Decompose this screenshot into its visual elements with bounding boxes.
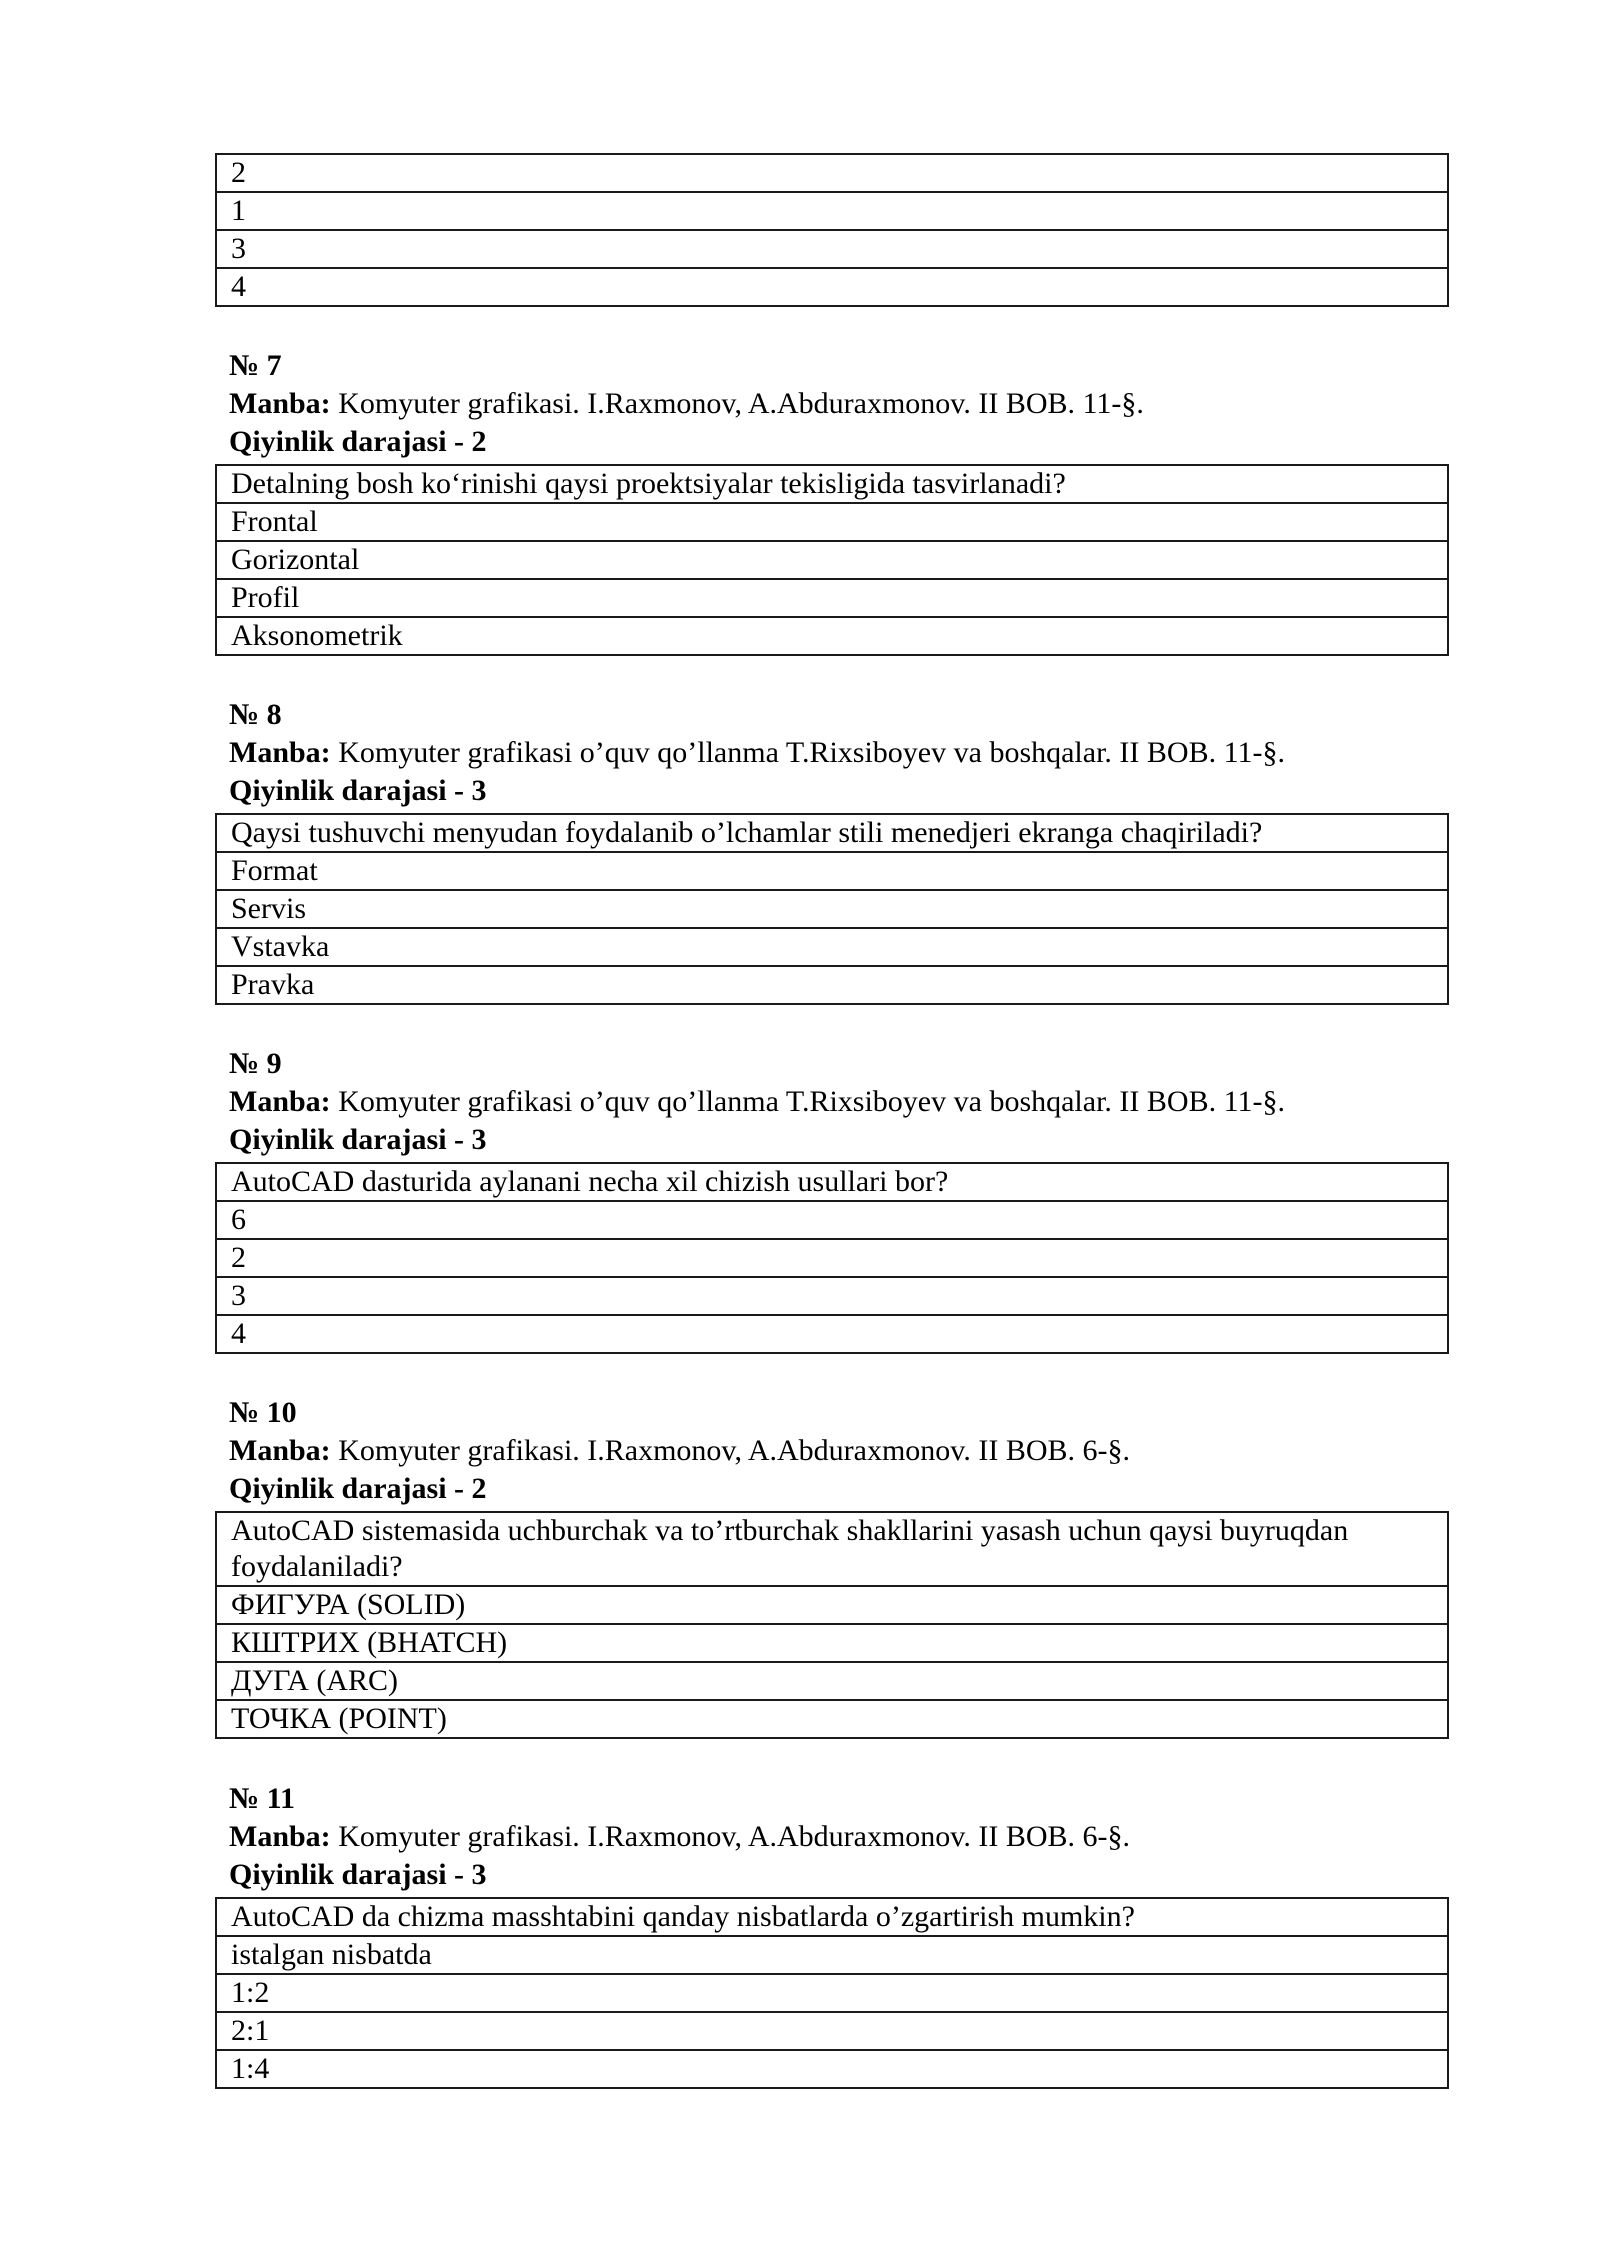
table-cell: 4: [216, 268, 1448, 306]
option-text: 6: [216, 1201, 1448, 1239]
question-table-10: [215, 1511, 1449, 1739]
option-text: 2:1: [216, 2012, 1448, 2050]
source-text: Komyuter grafikasi o’quv qo’llanma T.Rixsiboyev va boshqalar. II BOB. 11-§.: [330, 1085, 1285, 1118]
option-text: istalgan nisbatda: [216, 1936, 1448, 1974]
option-row: [216, 1201, 1448, 1239]
table-cell: 1: [216, 192, 1448, 230]
answer-table-continued: [215, 153, 1449, 307]
option-row: [216, 1936, 1448, 1974]
option-text: 1:4: [216, 2050, 1448, 2088]
option-text: Gorizontal: [216, 541, 1448, 579]
question-number: № 10: [229, 1396, 297, 1429]
option-row: [216, 2012, 1448, 2050]
difficulty-level: Qiyinlik darajasi - 2: [229, 425, 487, 458]
question-row: [216, 1898, 1448, 1936]
source-label: Manba:: [229, 736, 331, 769]
option-row: [216, 579, 1448, 617]
source-text: Komyuter grafikasi. I.Raxmonov, A.Abduraxmonov. II BOB. 6-§.: [330, 1434, 1131, 1467]
question-source: [229, 385, 1429, 423]
source-text: Komyuter grafikasi o’quv qo’llanma T.Rixsiboyev va boshqalar. II BOB. 11-§.: [330, 736, 1285, 769]
question-header-8: [229, 696, 1429, 810]
table-row: [216, 154, 1448, 192]
option-row: [216, 1662, 1448, 1700]
question-header-9: [229, 1045, 1429, 1159]
option-row: [216, 852, 1448, 890]
option-text: 4: [216, 1315, 1448, 1353]
difficulty-level: Qiyinlik darajasi - 2: [229, 1472, 487, 1505]
option-text: ДУГА (ARC): [216, 1662, 1448, 1700]
question-source: [229, 1083, 1429, 1121]
option-text: Vstavka: [216, 928, 1448, 966]
table-cell: 3: [216, 230, 1448, 268]
source-text: Komyuter grafikasi. I.Raxmonov, A.Abduraxmonov. II BOB. 6-§.: [330, 1820, 1131, 1853]
question-text: AutoCAD sistemasida uchburchak va to’rtburchak shakllarini yasash uchun qaysi buyruqdan foydalaniladi?: [216, 1512, 1448, 1586]
option-text: Servis: [216, 890, 1448, 928]
source-label: Manba:: [229, 387, 331, 420]
option-text: 2: [216, 1239, 1448, 1277]
source-label: Manba:: [229, 1820, 331, 1853]
option-text: Frontal: [216, 503, 1448, 541]
option-row: [216, 1586, 1448, 1624]
option-row: [216, 541, 1448, 579]
question-number: № 7: [229, 349, 282, 382]
option-text: 3: [216, 1277, 1448, 1315]
question-row: [216, 465, 1448, 503]
question-row: [216, 1163, 1448, 1201]
question-source: [229, 1818, 1429, 1856]
option-row: [216, 928, 1448, 966]
option-row: [216, 1974, 1448, 2012]
source-label: Manba:: [229, 1085, 331, 1118]
source-label: Manba:: [229, 1434, 331, 1467]
option-row: [216, 1239, 1448, 1277]
option-row: [216, 2050, 1448, 2088]
question-header-11: [229, 1780, 1429, 1894]
table-cell: 2: [216, 154, 1448, 192]
option-text: ФИГУРА (SOLID): [216, 1586, 1448, 1624]
option-row: [216, 1315, 1448, 1353]
difficulty-level: Qiyinlik darajasi - 3: [229, 1123, 487, 1156]
option-row: [216, 1700, 1448, 1738]
question-table-7: [215, 464, 1449, 656]
question-number: № 9: [229, 1047, 282, 1080]
question-number: № 11: [229, 1782, 295, 1815]
option-row: [216, 966, 1448, 1004]
question-source: [229, 1432, 1429, 1470]
table-row: [216, 268, 1448, 306]
question-table-9: [215, 1162, 1449, 1354]
question-text: Detalning bosh koʻrinishi qaysi proektsiyalar tekisligida tasvirlanadi?: [216, 465, 1448, 503]
option-row: [216, 1277, 1448, 1315]
option-row: [216, 617, 1448, 655]
option-text: КШТРИХ (BHATCH): [216, 1624, 1448, 1662]
option-text: Format: [216, 852, 1448, 890]
option-row: [216, 890, 1448, 928]
question-row: [216, 814, 1448, 852]
difficulty-level: Qiyinlik darajasi - 3: [229, 1858, 487, 1891]
question-table-11: [215, 1897, 1449, 2089]
question-source: [229, 734, 1429, 772]
question-table-8: [215, 813, 1449, 1005]
question-text: AutoCAD da chizma masshtabini qanday nisbatlarda o’zgartirish mumkin?: [216, 1898, 1448, 1936]
table-row: [216, 192, 1448, 230]
question-number: № 8: [229, 698, 282, 731]
question-header-10: [229, 1394, 1429, 1508]
option-text: Aksonometrik: [216, 617, 1448, 655]
question-text: AutoCAD dasturida aylanani necha xil chizish usullari bor?: [216, 1163, 1448, 1201]
question-header-7: [229, 347, 1429, 461]
source-text: Komyuter grafikasi. I.Raxmonov, A.Abduraxmonov. II BOB. 11-§.: [330, 387, 1144, 420]
question-row: [216, 1512, 1448, 1586]
table-row: [216, 230, 1448, 268]
option-row: [216, 503, 1448, 541]
option-text: 1:2: [216, 1974, 1448, 2012]
option-text: Profil: [216, 579, 1448, 617]
option-text: Pravka: [216, 966, 1448, 1004]
option-text: ТОЧКА (POINT): [216, 1700, 1448, 1738]
question-text: Qaysi tushuvchi menyudan foydalanib o’lchamlar stili menedjeri ekranga chaqiriladi?: [216, 814, 1448, 852]
difficulty-level: Qiyinlik darajasi - 3: [229, 774, 487, 807]
option-row: [216, 1624, 1448, 1662]
